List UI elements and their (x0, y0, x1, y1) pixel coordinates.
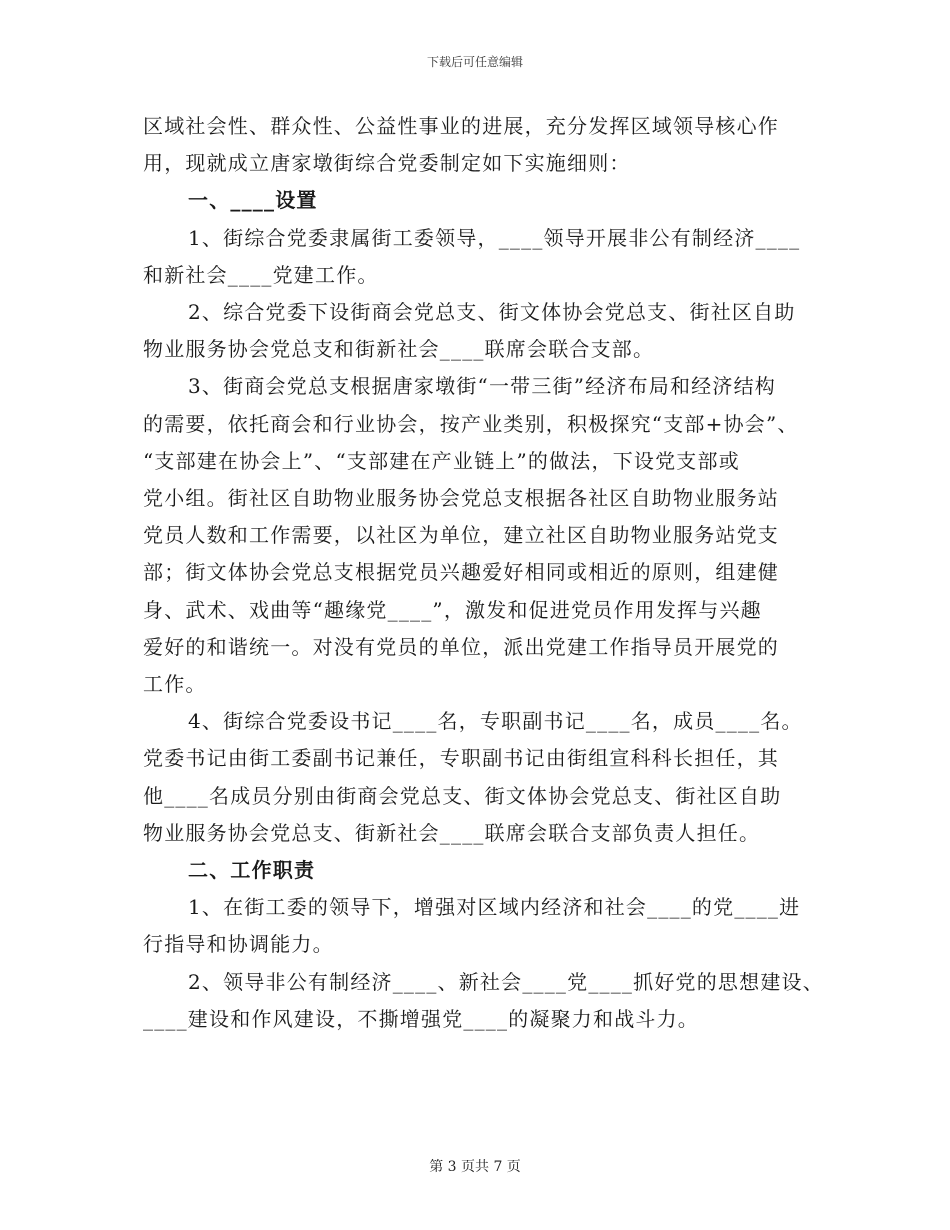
section-heading-setup: 一、____设置 (188, 188, 318, 213)
document-body (143, 108, 823, 1038)
text-line: 1、在街工委的领导下，增强对区域内经济和社会____的党____进 (188, 895, 801, 920)
text-line: 他____名成员分别由街商会党总支、街文体协会党总支、街社区自助 (143, 783, 782, 808)
text-line: 行指导和协调能力。 (143, 932, 334, 957)
text-line: 用，现就成立唐家墩街综合党委制定如下实施细则： (143, 151, 631, 176)
text-line: 3、街商会党总支根据唐家墩街“一带三街”经济布局和经济结构 (188, 374, 776, 399)
text-line: 党委书记由街工委副书记兼任，专职副书记由街组宣科科长担任，其 (143, 746, 779, 771)
text-line: 工作。 (143, 672, 207, 697)
text-line: 区域社会性、群众性、公益性事业的进展，充分发挥区域领导核心作 (143, 114, 779, 138)
text-line: “支部建在协会上”、“支部建在产业链上”的做法，下设党支部或 (143, 448, 740, 473)
text-line: 2、综合党委下设街商会党总支、街文体协会党总支、街社区自助 (188, 300, 796, 325)
section-heading-duties: 二、工作职责 (188, 858, 316, 883)
text-line: 4、街综合党委设书记____名，专职副书记____名，成员____名。 (188, 709, 803, 734)
text-line: 身、武术、戏曲等“趣缘党____”，激发和促进党员作用发挥与兴趣 (143, 597, 762, 622)
text-line: 2、领导非公有制经济____、新社会____党____抓好党的思想建设、 (188, 969, 824, 994)
page-footer: 第 3 页共 7 页 (429, 1159, 521, 1175)
text-line: ____建设和作风建设，不撕增强党____的凝聚力和战斗力。 (143, 1006, 699, 1031)
text-line: 物业服务协会党总支、街新社会____联席会联合支部负责人担任。 (143, 820, 761, 845)
text-line: 的需要，依托商会和行业协会，按产业类别，积极探究“支部+协会”、 (143, 411, 799, 436)
text-line: 物业服务协会党总支和街新社会____联席会联合支部。 (143, 337, 655, 362)
text-line: 爱好的和谐统一。对没有党员的单位，派出党建工作指导员开展党的 (143, 634, 779, 659)
text-line: 党小组。街社区自助物业服务协会党总支根据各社区自助物业服务站 (143, 486, 779, 511)
page-header: 下载后可任意编辑 (426, 55, 523, 69)
text-line: 部；街文体协会党总支根据党员兴趣爱好相同或相近的原则，组建健 (143, 560, 779, 585)
text-line: 和新社会____党建工作。 (143, 262, 379, 287)
text-line: 1、街综合党委隶属街工委领导，____领导开展非公有制经济____ (188, 225, 801, 250)
text-line: 党员人数和工作需要，以社区为单位，建立社区自助物业服务站党支 (143, 523, 779, 548)
